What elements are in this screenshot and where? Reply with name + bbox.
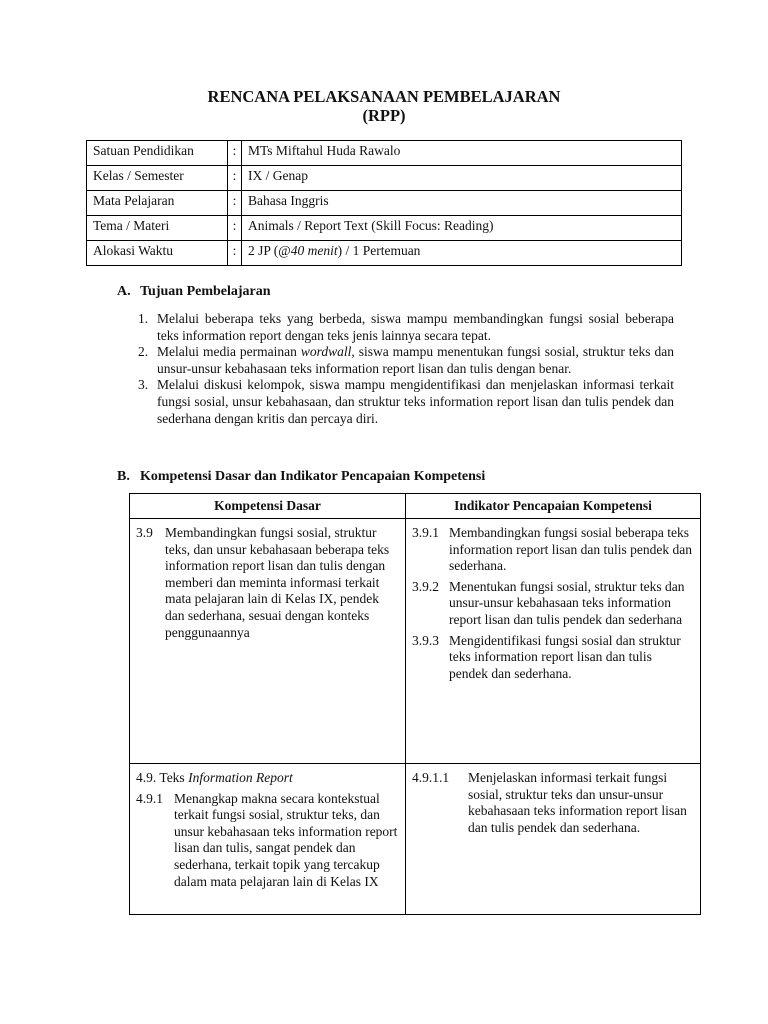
kd-heading [136,770,399,787]
time-allocation-minutes: 40 menit [290,243,338,258]
list-item [138,377,674,427]
ipk-number: 3.9.3 [412,632,439,648]
ipk-number: 3.9.2 [412,578,439,594]
identity-colon: : [228,166,242,191]
ipk-text: Mengidentifikasi fungsi sosial dan struktur teks information report lisan dan tulis pendek dan sederhana. [449,632,681,681]
list-item [138,344,674,377]
identity-value: MTs Miftahul Huda Rawalo [242,141,682,166]
list-text: Melalui media permainan [157,344,301,360]
ipk-item [412,770,694,836]
document-title: RENCANA PELAKSANAAN PEMBELAJARAN [207,87,561,106]
section-title: Tujuan Pembelajaran [140,284,271,299]
identity-label: Mata Pelajaran [87,191,228,216]
table-cell [130,519,406,764]
identity-label: Tema / Materi [87,216,228,241]
identity-label: Kelas / Semester [87,166,228,191]
kd-item [136,525,399,641]
ipk-item [412,633,694,683]
identity-row [87,166,682,191]
identity-value [242,241,682,266]
time-allocation-part: 2 JP (@ [248,243,291,258]
list-number: 3. [138,377,149,393]
table-header-row [130,494,701,519]
identity-colon: : [228,141,242,166]
identity-label: Alokasi Waktu [87,241,228,266]
ipk-item [412,525,694,575]
table-cell [406,764,701,915]
section-title: Kompetensi Dasar dan Indikator Pencapaian Kompetensi [140,469,486,484]
identity-value: Bahasa Inggris [242,191,682,216]
identity-row [87,241,682,266]
list-text-italic: wordwall [300,344,352,360]
ipk-number: 3.9.1 [412,525,439,540]
table-cell [130,764,406,915]
identity-table [86,140,682,266]
table-row [130,519,701,764]
list-text: Melalui beberapa teks yang berbeda, siswa mampu membandingkan fungsi sosial beberapa teks information report dengan teks jenis lainnya secara tepat. [157,311,674,343]
kd-text: Teks [159,770,189,785]
kd-text: Menangkap makna secara kontekstual terkait fungsi sosial, struktur teks, dan unsur kebahasaan teks information report lisan dan tulis, sangat pendek dan sederhana, terkait topik yang tercakup dalam mata pelajaran lain di Kelas IX [174,790,398,889]
column-header-kd: Kompetensi Dasar [130,494,406,519]
kd-number: 4.9. [136,770,157,785]
ipk-text: Menentukan fungsi sosial, struktur teks dan unsur-unsur kebahasaan teks information report lisan dan tulis pendek dan sederhana [449,578,685,627]
identity-colon: : [228,241,242,266]
identity-row [87,141,682,166]
kd-text-italic: Information Report [188,770,293,785]
identity-row [87,216,682,241]
kd-text: Membandingkan fungsi sosial, struktur teks, dan unsur kebahasaan beberapa teks information report lisan dan tulis dengan memberi dan meminta informasi terkait mata pelajaran lain di Kelas IX, pendek dan sederhana, sesuai dengan konteks penggunaannya [165,525,390,640]
competency-table [129,493,701,915]
section-letter: A. [117,284,131,299]
identity-colon: : [228,191,242,216]
identity-row [87,191,682,216]
ipk-item [412,579,694,629]
identity-value: IX / Genap [242,166,682,191]
section-letter: B. [117,469,130,484]
column-header-ipk: Indikator Pencapaian Kompetensi [406,494,701,519]
ipk-text: Menjelaskan informasi terkait fungsi sosial, struktur teks dan unsur-unsur kebahasaan teks information report lisan dan tulis pendek dan sederhana. [468,770,687,835]
kd-number: 4.9.1 [136,790,163,806]
list-number: 2. [138,344,149,360]
identity-value: Animals / Report Text (Skill Focus: Reading) [242,216,682,241]
kd-item [136,791,399,891]
learning-objectives-list [138,311,674,427]
document-subtitle: (RPP) [362,106,406,125]
ipk-text: Membandingkan fungsi sosial beberapa teks information report lisan dan tulis pendek dan sederhana. [449,525,692,574]
time-allocation-part: ) / 1 Pertemuan [337,243,421,258]
table-row [130,764,701,915]
ipk-number: 4.9.1.1 [412,770,450,785]
section-a-heading [117,284,271,300]
section-b-heading [117,469,485,485]
identity-colon: : [228,216,242,241]
kd-number: 3.9 [136,525,153,540]
list-text: , siswa mampu menentukan fungsi sosial, struktur teks dan unsur-unsur kebahasaan teks information report lisan dan tulis dengan benar. [157,344,674,376]
list-number: 1. [138,311,149,326]
table-cell [406,519,701,764]
list-item [138,311,674,344]
list-text: Melalui diskusi kelompok, siswa mampu mengidentifikasi dan menjelaskan informasi terkait fungsi sosial, unsur kebahasaan, dan struktur teks information report lisan dan tulis pendek dan sederhana dengan kritis dan percaya diri. [157,377,674,426]
identity-label: Satuan Pendidikan [87,141,228,166]
